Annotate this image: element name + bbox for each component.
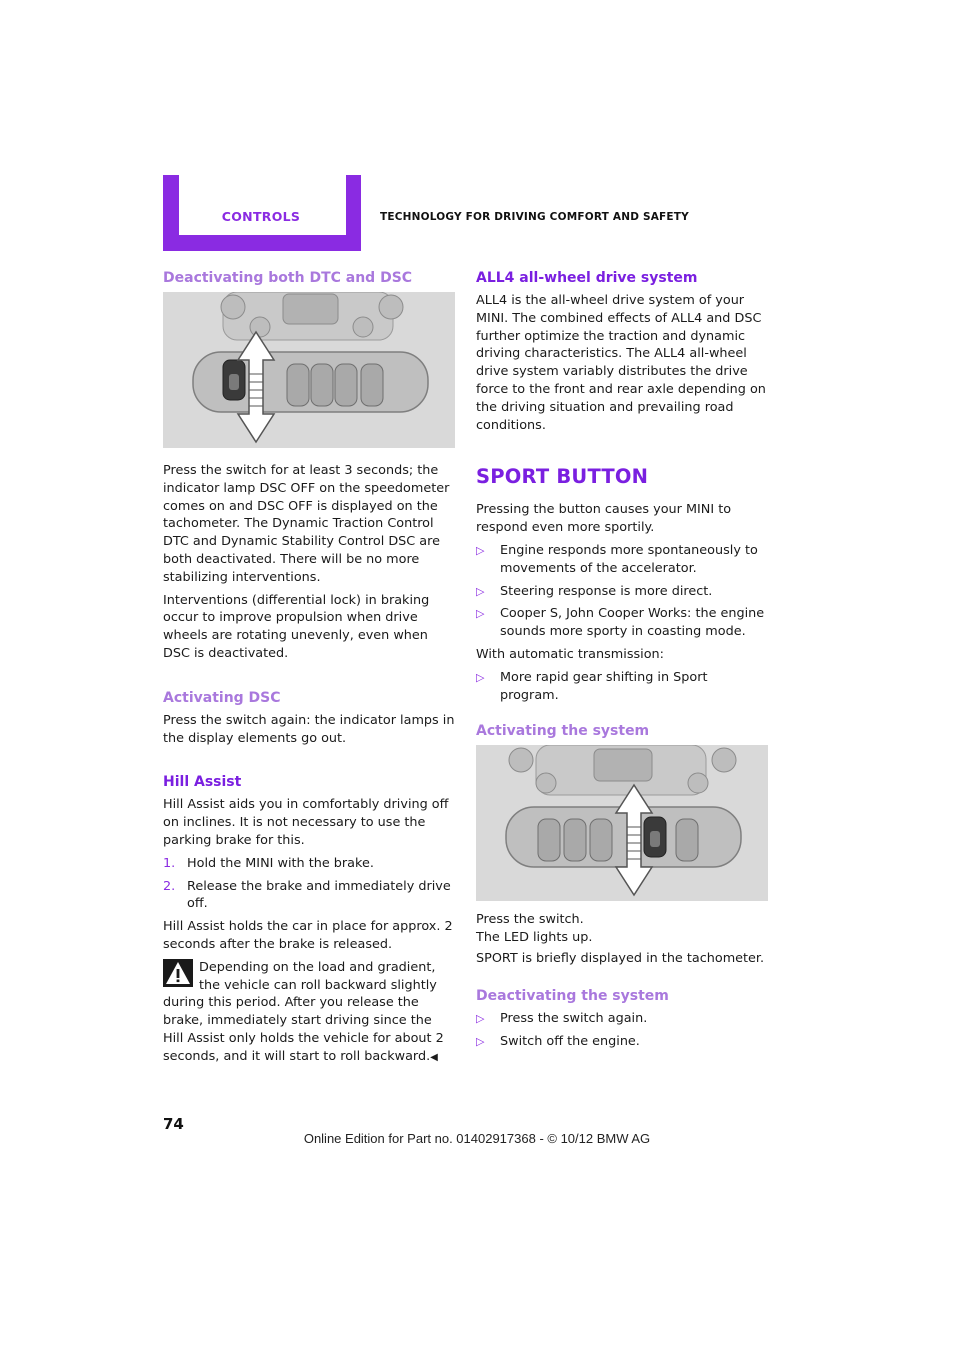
bullet-triangle-icon: ▷ [476, 670, 485, 684]
list-item: ▷ Press the switch again. [476, 1010, 648, 1026]
deactivating-list [476, 1010, 768, 1051]
sport-switch-illustration [476, 745, 768, 901]
left-column [163, 268, 455, 1072]
list-item: ▷ Switch off the engine. [476, 1033, 640, 1049]
sport-intro-text: Pressing the button causes your MINI to respond even more sportily. [476, 502, 732, 536]
warning-triangle-icon [163, 959, 193, 987]
list-item: ▷ Cooper S, John Cooper Works: the engine sounds more sporty in coasting mode. [476, 606, 765, 640]
right-column [476, 268, 768, 1055]
sport-effects-list [476, 542, 768, 641]
activating-dsc-text: Press the switch again: the indicator lamps in the display elements go out. [163, 712, 455, 746]
bullet-triangle-icon: ▷ [476, 584, 485, 598]
automatic-list [476, 669, 768, 705]
dsc-switch-drawing [163, 292, 455, 448]
list-item: ▷ More rapid gear shifting in Sport program. [476, 669, 708, 703]
hill-assist-steps [163, 855, 455, 913]
page-number: 74 [163, 1115, 184, 1133]
list-item: ▷ Steering response is more direct. [476, 583, 713, 599]
sport-display-text: SPORT is briefly displayed in the tachometer. [476, 950, 765, 966]
sport-switch-drawing [476, 745, 768, 901]
dsc-off-text: Press the switch for at least 3 seconds; the indicator lamp DSC OFF on the speedometer comes on and DSC OFF is displayed on the tachometer. The Dynamic Traction Control DTC and Dynamic Stability Control DSC are both deactivated. There will be no more stabilizing interventions. [163, 463, 450, 585]
hill-assist-hold-text: Hill Assist holds the car in place for approx. 2 seconds after the brake is released. [163, 919, 453, 952]
activating-instructions: Press the switch. The LED lights up. [476, 912, 593, 946]
heading-sport-button: SPORT BUTTON [476, 465, 649, 489]
heading-all4: ALL4 all-wheel drive system [476, 270, 698, 286]
bullet-triangle-icon: ▷ [476, 607, 485, 621]
bullet-triangle-icon: ▷ [476, 1011, 485, 1025]
bullet-triangle-icon: ▷ [476, 543, 485, 557]
heading-hill-assist: Hill Assist [163, 774, 242, 791]
warning-note: Depending on the load and gradient, the vehicle can roll backward slightly during this period. After you release the brake, immediately start driving since the Hill Assist only holds the vehicle for about 2 seconds, and it will start to roll backward.◀ [163, 959, 444, 1064]
bullet-triangle-icon: ▷ [476, 1034, 485, 1048]
end-mark-icon: ◀ [430, 1051, 438, 1063]
list-item: 2. Release the brake and immediately drive off. [163, 878, 451, 912]
interventions-text: Interventions (differential lock) in braking occur to improve propulsion when drive wheels are rotating unevenly, even when DSC is deactivated. [163, 592, 430, 661]
heading-deactivating-system: Deactivating the system [476, 987, 669, 1004]
heading-activating-dsc: Activating DSC [163, 689, 281, 706]
chapter-title: TECHNOLOGY FOR DRIVING COMFORT AND SAFETY [380, 211, 689, 223]
hill-assist-text: Hill Assist aids you in comfortably driving off on inclines. It is not necessary to use the parking brake for this. [163, 797, 449, 848]
list-item: ▷ Engine responds more spontaneously to movements of the accelerator. [476, 542, 758, 576]
all4-text: ALL4 is the all-wheel drive system of your MINI. The combined effects of ALL4 and DSC further optimize the traction and dynamic driving characteristics. The ALL4 all-wheel drive system variably distributes the drive force to the front and rear axle depending on the driving situation and prevailing road conditions. [476, 293, 766, 433]
heading-activating-system: Activating the system [476, 723, 650, 740]
section-label: CONTROLS [221, 209, 301, 224]
dsc-switch-illustration [163, 292, 455, 448]
automatic-transmission-label: With automatic transmission: [476, 646, 664, 662]
footer-edition: Online Edition for Part no. 01402917368 - © 10/12 BMW AG [303, 1131, 651, 1146]
heading-deactivating-dtc-dsc: Deactivating both DTC and DSC [163, 270, 413, 286]
section-tab-inner [179, 175, 346, 235]
list-item: 1. Hold the MINI with the brake. [163, 855, 374, 871]
